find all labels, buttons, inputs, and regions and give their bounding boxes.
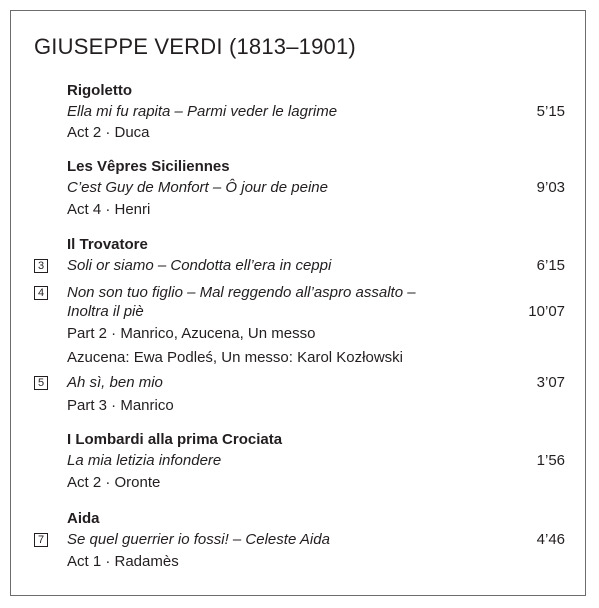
aria-vepres: C’est Guy de Monfort – Ô jour de peine (67, 179, 328, 196)
role-aida: Act 1 · Radamès (67, 553, 179, 570)
role-vepres: Act 4 · Henri (67, 201, 151, 218)
track-number-7: 7 (34, 533, 48, 547)
track-number-3: 3 (34, 259, 48, 273)
composer-heading: GIUSEPPE VERDI (1813–1901) (34, 34, 356, 59)
duration-vepres: 9’03 (536, 179, 565, 196)
opera-title-vepres: Les Vêpres Siciliennes (67, 158, 230, 175)
aria-aida: Se quel guerrier io fossi! – Celeste Aida (67, 531, 330, 548)
opera-title-trovatore: Il Trovatore (67, 236, 148, 253)
duration-trovatore-4: 10’07 (528, 303, 565, 320)
duration-aida: 4’46 (536, 531, 565, 548)
aria-trovatore-4-line1: Non son tuo figlio – Mal reggendo all’aspro assalto – (67, 284, 416, 301)
role-rigoletto: Act 2 · Duca (67, 124, 150, 141)
role-lombardi: Act 2 · Oronte (67, 474, 161, 491)
duration-rigoletto: 5’15 (536, 103, 565, 120)
opera-title-lombardi: I Lombardi alla prima Crociata (67, 431, 283, 448)
duration-trovatore-5: 3’07 (536, 374, 565, 391)
opera-title-aida: Aida (67, 510, 100, 527)
duration-lombardi: 1’56 (536, 452, 565, 469)
opera-title-rigoletto: Rigoletto (67, 82, 132, 99)
cast-trovatore-4: Azucena: Ewa Podleś, Un messo: Karol Kozłowski (67, 349, 403, 366)
aria-rigoletto: Ella mi fu rapita – Parmi veder le lagrime (67, 103, 338, 120)
aria-trovatore-4-line2: Inoltra il piè (67, 303, 144, 320)
track-number-4: 4 (34, 286, 48, 300)
aria-trovatore-3: Soli or siamo – Condotta ell’era in ceppi (67, 257, 332, 274)
duration-trovatore-3: 6’15 (536, 257, 565, 274)
role-trovatore-4: Part 2 · Manrico, Azucena, Un messo (67, 325, 316, 342)
aria-trovatore-5: Ah sì, ben mio (67, 374, 163, 391)
role-trovatore-5: Part 3 · Manrico (67, 397, 174, 414)
aria-lombardi: La mia letizia infondere (67, 452, 222, 469)
track-number-5: 5 (34, 376, 48, 390)
